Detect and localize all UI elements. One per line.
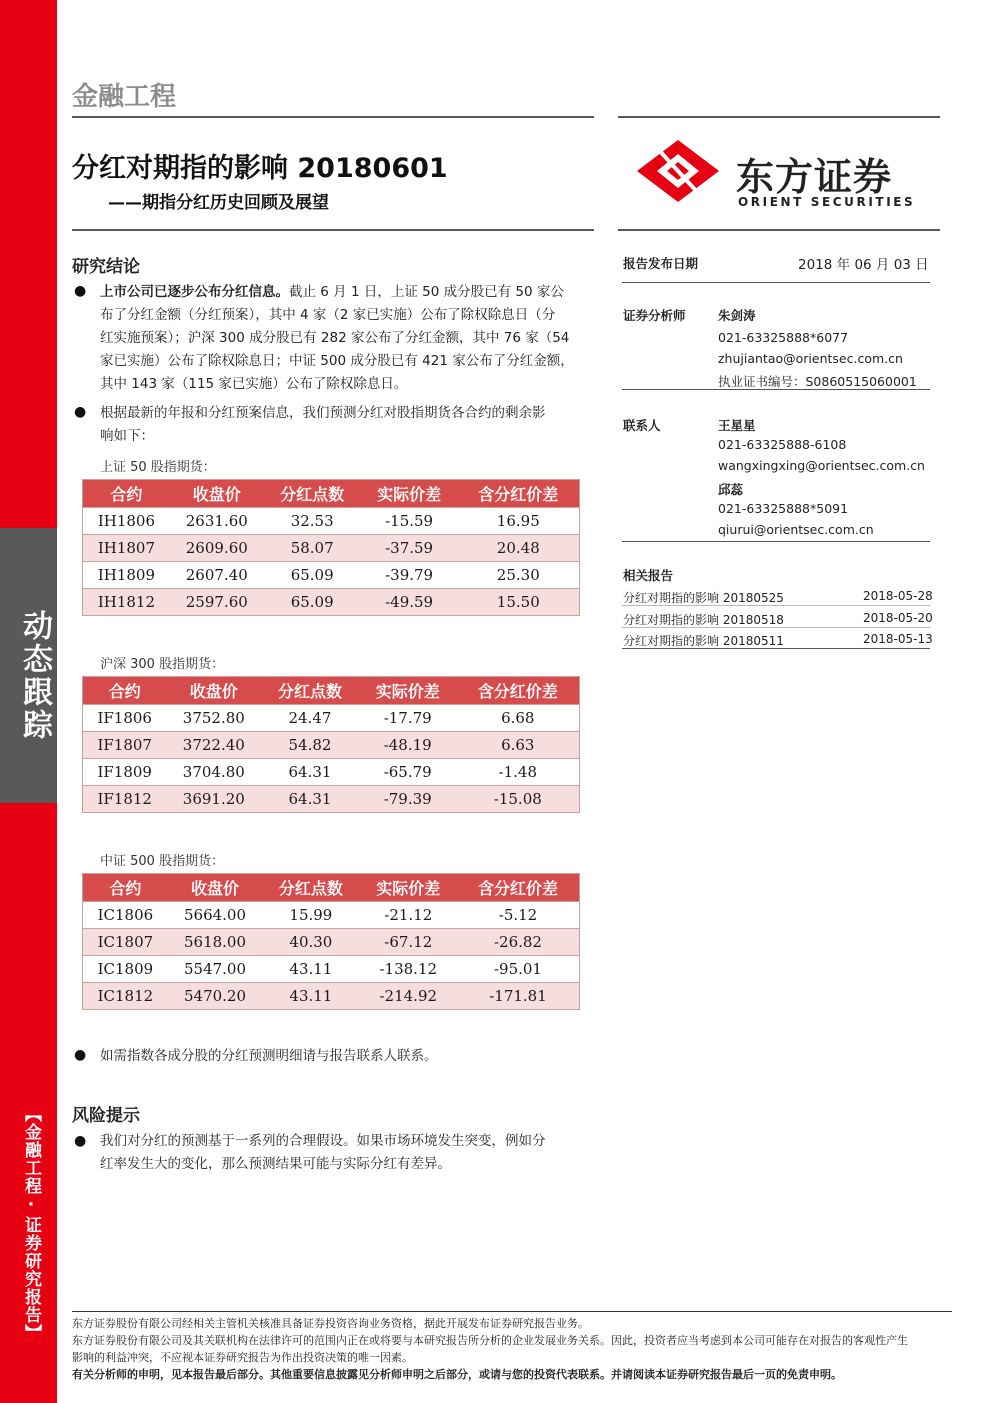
table-cell: 3704.80 [166, 759, 261, 786]
table-row [83, 508, 580, 535]
table-caption-hs300: 沪深 300 股指期货： [100, 657, 225, 672]
table-cell: IF1809 [83, 759, 167, 786]
contact-label: 联系人 [623, 418, 661, 433]
table-cell: 6.68 [457, 705, 580, 732]
table-cell: IF1812 [83, 786, 167, 813]
table-cell: 25.30 [458, 562, 580, 589]
panel-rule [622, 605, 930, 606]
footer-line: 影响的利益冲突，不应视本证券研究报告为作出投资决策的唯一因素。 [72, 1351, 413, 1364]
dividend-table-hs300 [82, 676, 580, 813]
header-rule-left [72, 116, 594, 118]
title-rule-left [72, 229, 594, 231]
table-cell: IF1806 [83, 705, 167, 732]
contact-phone: 021-63325888-6108 [718, 437, 847, 452]
table-row [83, 956, 580, 983]
table-row [83, 732, 580, 759]
table-cell: 15.50 [458, 589, 580, 616]
col-header: 含分红价差 [457, 677, 580, 705]
table-cell: -138.12 [360, 956, 457, 983]
sidebar-footer-label: 【金融工程·证券研究报告】 [21, 1105, 41, 1342]
col-header: 合约 [83, 480, 170, 508]
table-cell: 65.09 [264, 589, 361, 616]
logo-name-cn: 东方证券 [736, 155, 893, 199]
contact-name: 王星星 [718, 418, 756, 433]
sidebar-red-top [0, 0, 57, 528]
table-cell: IF1807 [83, 732, 167, 759]
publish-date-label: 报告发布日期 [623, 256, 699, 271]
table-caption-zz500: 中证 500 股指期货： [100, 854, 225, 869]
table-cell: -39.79 [361, 562, 458, 589]
conclusion-paragraph-1 [100, 281, 600, 396]
col-header: 收盘价 [166, 677, 261, 705]
related-report-title[interactable]: 分红对期指的影响 20180525 [623, 591, 784, 605]
table-cell: 64.31 [261, 759, 359, 786]
contact-email[interactable]: wangxingxing@orientsec.com.cn [718, 458, 925, 473]
analyst-phone: 021-63325888*6077 [718, 330, 849, 345]
table-cell: -17.79 [359, 705, 457, 732]
table-cell: -37.59 [361, 535, 458, 562]
table-cell: 5664.00 [168, 902, 262, 929]
table-cell: 15.99 [262, 902, 359, 929]
panel-rule [622, 389, 930, 390]
table-cell: 65.09 [264, 562, 361, 589]
risk-paragraph [100, 1130, 600, 1176]
table-row [83, 983, 580, 1010]
col-header: 含分红价差 [457, 874, 580, 902]
table-cell: IH1812 [83, 589, 170, 616]
table-row [83, 759, 580, 786]
table-header-row [83, 874, 580, 902]
col-header: 实际价差 [359, 677, 457, 705]
table-cell: 6.63 [457, 732, 580, 759]
table-cell: 43.11 [262, 983, 359, 1010]
table-cell: 64.31 [261, 786, 359, 813]
table-cell: 40.30 [262, 929, 359, 956]
panel-rule [622, 282, 930, 283]
table-cell: -48.19 [359, 732, 457, 759]
table-cell: 58.07 [264, 535, 361, 562]
table-cell: IC1812 [83, 983, 168, 1010]
conclusion-paragraph-2 [100, 402, 600, 448]
footer-line: 东方证券股份有限公司经相关主管机关核准具备证券投资咨询业务资格，据此开展发布证券研究报告业务。 [72, 1317, 589, 1330]
col-header: 收盘价 [168, 874, 262, 902]
conclusion-p1-bold: 上市公司已逐步公布分红信息。 [100, 284, 289, 300]
table-cell: -67.12 [360, 929, 457, 956]
table-header-row [83, 480, 580, 508]
table-cell: 24.47 [261, 705, 359, 732]
table-row [83, 786, 580, 813]
dividend-table-zz500 [82, 873, 580, 1010]
table-cell: IH1807 [83, 535, 170, 562]
table-cell: 32.53 [264, 508, 361, 535]
table-cell: 43.11 [262, 956, 359, 983]
table-cell: 2607.40 [170, 562, 264, 589]
category-title: 金融工程 [72, 82, 177, 112]
related-report-date: 2018-05-20 [863, 611, 933, 625]
table-cell: -171.81 [457, 983, 580, 1010]
footer-rule [72, 1311, 952, 1312]
col-header: 含分红价差 [458, 480, 580, 508]
contact-name: 邱蕊 [718, 482, 744, 497]
table-cell: 5470.20 [168, 983, 262, 1010]
bullet-icon: ● [74, 1133, 87, 1149]
table-cell: -214.92 [360, 983, 457, 1010]
contact-phone: 021-63325888*5091 [718, 501, 849, 516]
table-cell: 54.82 [261, 732, 359, 759]
table-cell: 2597.60 [170, 589, 264, 616]
panel-rule [622, 627, 930, 628]
conclusion-p2-line: 根据最新的年报和分红预案信息，我们预测分红对股指期货各合约的剩余影 [100, 405, 546, 421]
table-cell: 3691.20 [166, 786, 261, 813]
bullet-icon: ● [74, 404, 87, 420]
col-header: 实际价差 [361, 480, 458, 508]
analyst-label: 证券分析师 [623, 308, 686, 323]
table-row [83, 535, 580, 562]
conclusion-p1-line: 其中 143 家（115 家已实施）公布了除权除息日。 [100, 376, 408, 392]
table-cell: -95.01 [457, 956, 580, 983]
table-cell: -21.12 [360, 902, 457, 929]
risk-line: 红率发生大的变化，那么预测结果可能与实际分红有差异。 [100, 1156, 451, 1172]
table-cell: 3752.80 [166, 705, 261, 732]
table-row [83, 705, 580, 732]
table-row [83, 902, 580, 929]
risk-heading: 风险提示 [72, 1106, 140, 1126]
header-rule-right [618, 116, 940, 118]
table-cell: -79.39 [359, 786, 457, 813]
related-report-date: 2018-05-28 [863, 589, 933, 603]
footer-line: 东方证券股份有限公司及其关联机构在法律许可的范围内正在或将要与本研究报告所分析的企业发展业务关系。因此，投资者应当考虑到本公司可能存在对报告的客观性产生 [72, 1334, 908, 1347]
table-cell: -5.12 [457, 902, 580, 929]
table-cell: -15.08 [457, 786, 580, 813]
bullet-icon: ● [74, 1047, 87, 1063]
table-cell: 2609.60 [170, 535, 264, 562]
col-header: 分红点数 [261, 677, 359, 705]
analyst-email[interactable]: zhujiantao@orientsec.com.cn [718, 351, 903, 366]
table-cell: 5547.00 [168, 956, 262, 983]
related-report-title[interactable]: 分红对期指的影响 20180518 [623, 613, 784, 627]
table-cell: -15.59 [361, 508, 458, 535]
related-report-title[interactable]: 分红对期指的影响 20180511 [623, 634, 784, 648]
conclusion-p1-line: 红实施预案）；沪深 300 成分股已有 282 家公布了分红金额，其中 76 家（54 [100, 330, 570, 346]
bullet-icon: ● [74, 283, 87, 299]
sidebar-report-type: 动态跟踪 [17, 610, 52, 742]
table-row [83, 562, 580, 589]
contact-email[interactable]: qiurui@orientsec.com.cn [718, 522, 874, 537]
col-header: 合约 [83, 874, 168, 902]
table-cell: -65.79 [359, 759, 457, 786]
conclusion-heading: 研究结论 [72, 257, 140, 277]
dividend-table-sh50 [82, 479, 580, 616]
conclusion-p1-line: 家已实施）公布了除权除息日；中证 500 成分股已有 421 家公布了分红金额， [100, 353, 574, 369]
table-row [83, 929, 580, 956]
table-cell: 3722.40 [166, 732, 261, 759]
conclusion-paragraph-3: 如需指数各成分股的分红预测明细请与报告联系人联系。 [100, 1048, 438, 1064]
conclusion-p1-line: 截止 6 月 1 日，上证 50 成分股已有 50 家公 [289, 284, 564, 300]
related-report-date: 2018-05-13 [863, 632, 933, 646]
table-row [83, 589, 580, 616]
col-header: 分红点数 [264, 480, 361, 508]
report-subtitle: ——期指分红历史回顾及展望 [108, 193, 329, 213]
table-cell: -1.48 [457, 759, 580, 786]
table-cell: 16.95 [458, 508, 580, 535]
table-cell: IC1809 [83, 956, 168, 983]
panel-rule [622, 541, 930, 542]
table-cell: 2631.60 [170, 508, 264, 535]
table-cell: IC1807 [83, 929, 168, 956]
risk-line: 我们对分红的预测基于一系列的合理假设。如果市场环境发生突变，例如分 [100, 1133, 546, 1149]
footer-bold-line: 有关分析师的申明，见本报告最后部分。其他重要信息披露见分析师申明之后部分，或请与您的投资代表联系。并请阅读本证券研究报告最后一页的免责申明。 [72, 1368, 842, 1381]
logo-name-en: ORIENT SECURITIES [738, 195, 916, 209]
conclusion-p1-line: 布了分红金额（分红预案），其中 4 家（2 家已实施）公布了除权除息日（分 [100, 307, 556, 323]
analyst-name: 朱剑涛 [718, 308, 756, 323]
conclusion-p2-line: 响如下： [100, 428, 154, 444]
table-cell: IH1809 [83, 562, 170, 589]
col-header: 分红点数 [262, 874, 359, 902]
publish-date-value: 2018 年 06 月 03 日 [798, 257, 929, 273]
related-reports-label: 相关报告 [623, 568, 674, 583]
table-cell: -26.82 [457, 929, 580, 956]
panel-rule [622, 648, 930, 649]
analyst-cert: 执业证书编号：S0860515060001 [718, 374, 917, 389]
table-caption-sh50: 上证 50 股指期货： [100, 460, 216, 475]
orient-logo-icon [637, 140, 719, 202]
table-cell: IH1806 [83, 508, 170, 535]
title-rule-right [618, 229, 940, 231]
table-cell: 20.48 [458, 535, 580, 562]
col-header: 合约 [83, 677, 167, 705]
table-cell: IC1806 [83, 902, 168, 929]
table-cell: 5618.00 [168, 929, 262, 956]
table-header-row [83, 677, 580, 705]
col-header: 实际价差 [360, 874, 457, 902]
table-cell: -49.59 [361, 589, 458, 616]
col-header: 收盘价 [170, 480, 264, 508]
footer-disclaimer [72, 1315, 952, 1383]
report-title: 分红对期指的影响 20180601 [72, 153, 448, 184]
